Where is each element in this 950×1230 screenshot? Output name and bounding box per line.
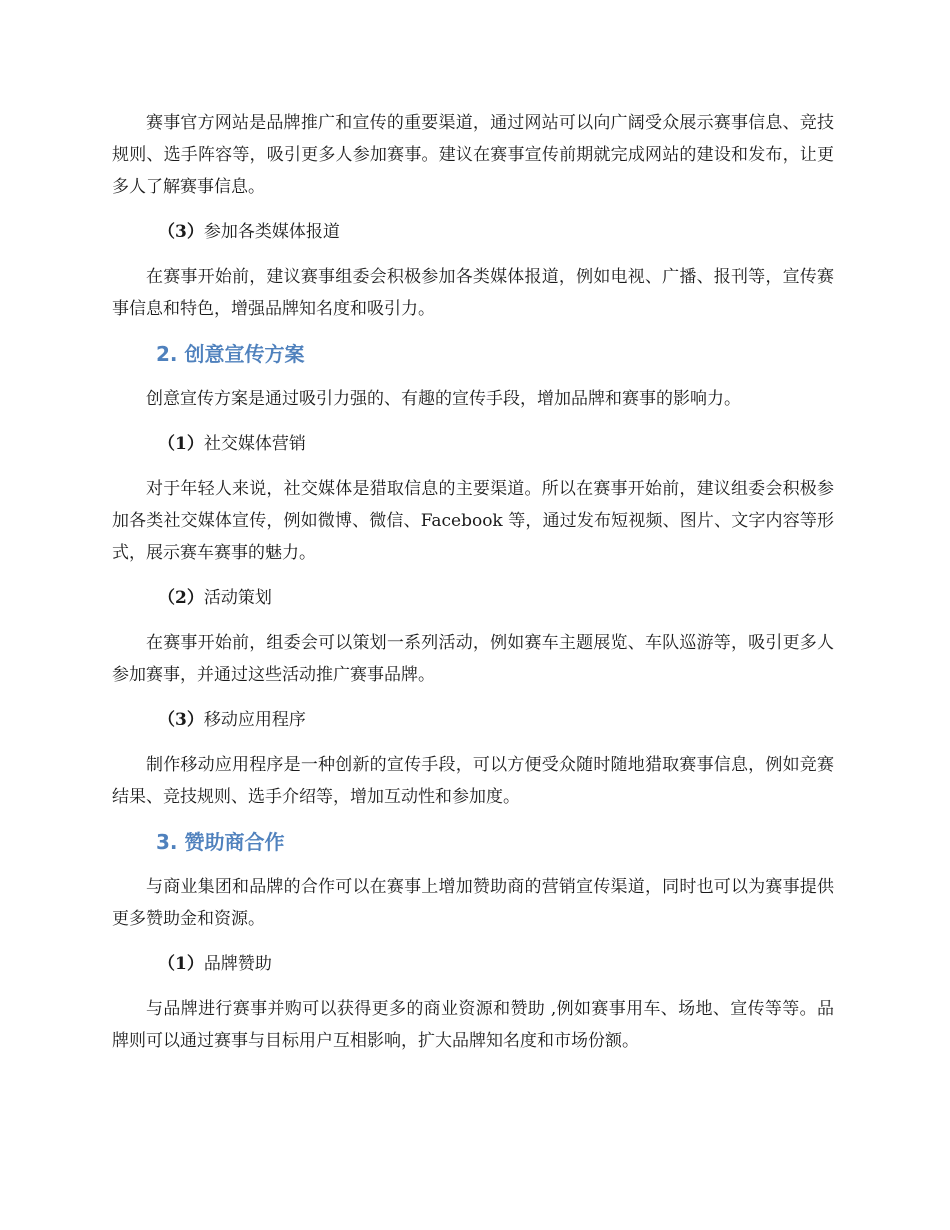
paragraph-event-planning: 在赛事开始前，组委会可以策划一系列活动，例如赛车主题展览、车队巡游等，吸引更多人参加赛事，并通过这些活动推广赛事品牌。 — [112, 633, 834, 685]
section-heading-sponsor-cooperation: 3. 赞助商合作 — [156, 830, 285, 854]
subheading-title: 社交媒体营销 — [203, 434, 306, 454]
subheading-event-planning — [112, 582, 834, 614]
section-heading-creative-promotion: 2. 创意宣传方案 — [156, 342, 305, 366]
subheading-number: （1） — [158, 434, 204, 454]
paragraph-brand-sponsorship: 与品牌进行赛事并购可以获得更多的商业资源和赞助 ,例如赛事用车、场地、宣传等等。品牌则可以通过赛事与目标用户互相影响，扩大品牌知名度和市场份额。 — [112, 999, 834, 1051]
paragraph-creative-promotion: 创意宣传方案是通过吸引力强的、有趣的宣传手段，增加品牌和赛事的影响力。 — [146, 389, 741, 409]
subheading-brand-sponsorship — [112, 948, 834, 980]
document-page — [112, 107, 834, 1057]
subheading-social-media — [112, 428, 834, 460]
subheading-number: （2） — [158, 588, 204, 608]
subheading-mobile-app — [112, 704, 834, 736]
paragraph-official-website: 赛事官方网站是品牌推广和宣传的重要渠道，通过网站可以向广阔受众展示赛事信息、竞技规则、选手阵容等，吸引更多人参加赛事。建议在赛事宣传前期就完成网站的建设和发布，让更多人了解赛事信息。 — [112, 113, 834, 197]
subheading-title: 活动策划 — [203, 588, 272, 608]
subheading-number: （3） — [158, 710, 204, 730]
paragraph-social-media: 对于年轻人来说，社交媒体是猎取信息的主要渠道。所以在赛事开始前，建议组委会积极参加各类社交媒体宣传，例如微博、微信、Facebook 等，通过发布短视频、图片、文字内容等形式，展示赛车赛事的魅力。 — [112, 479, 834, 563]
subheading-media-reports — [112, 216, 834, 248]
subheading-title: 移动应用程序 — [203, 710, 306, 730]
subheading-number: （1） — [158, 954, 204, 974]
paragraph-mobile-app: 制作移动应用程序是一种创新的宣传手段，可以方便受众随时随地猎取赛事信息，例如竞赛结果、竞技规则、选手介绍等，增加互动性和参加度。 — [112, 755, 834, 807]
subheading-number: （3） — [158, 222, 204, 242]
paragraph-sponsor-cooperation: 与商业集团和品牌的合作可以在赛事上增加赞助商的营销宣传渠道，同时也可以为赛事提供更多赞助金和资源。 — [112, 877, 834, 929]
subheading-title: 参加各类媒体报道 — [203, 222, 340, 242]
subheading-title: 品牌赞助 — [203, 954, 272, 974]
paragraph-media-reports: 在赛事开始前，建议赛事组委会积极参加各类媒体报道，例如电视、广播、报刊等，宣传赛事信息和特色，增强品牌知名度和吸引力。 — [112, 267, 834, 319]
